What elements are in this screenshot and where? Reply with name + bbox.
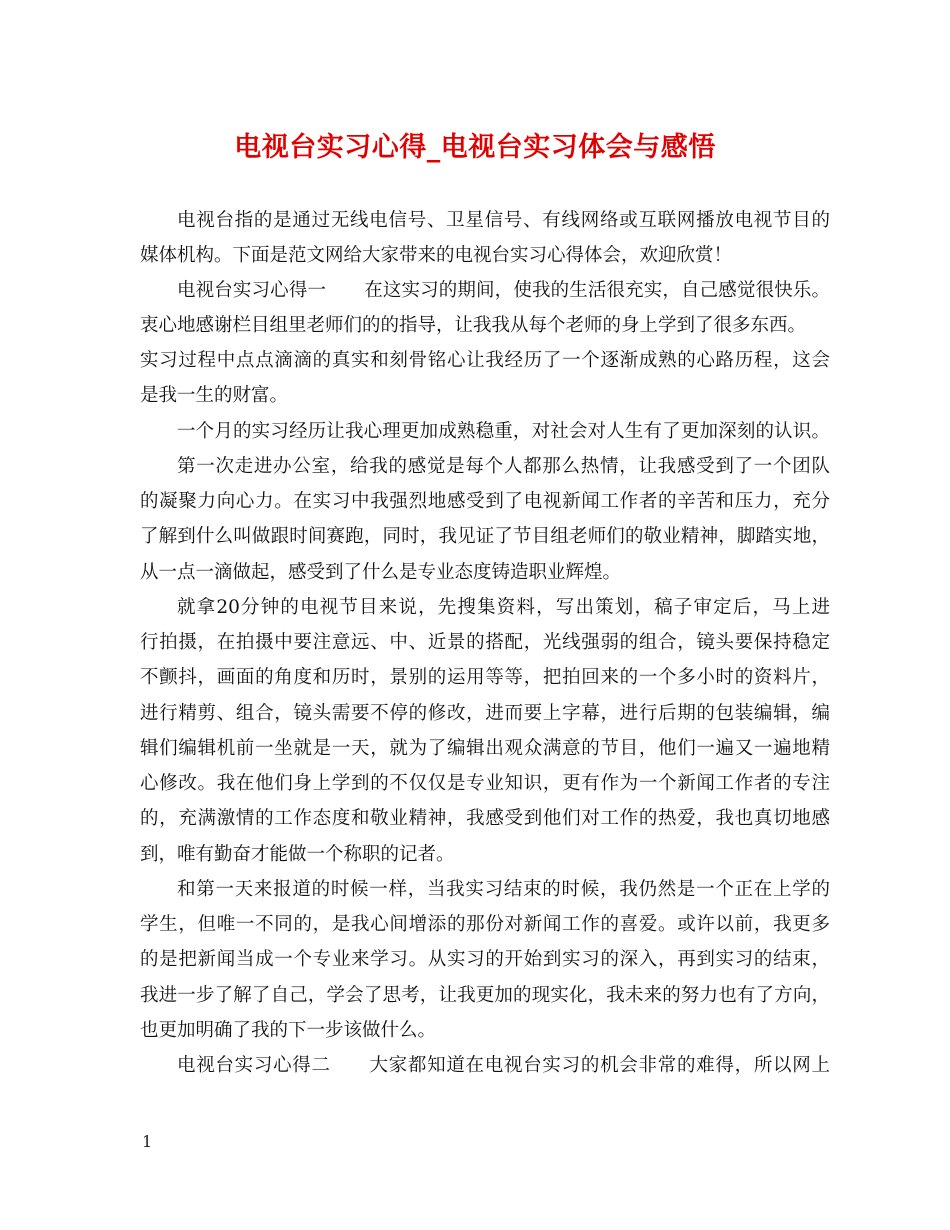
section-heading: 电视台实习心得二 <box>177 1055 331 1076</box>
paragraph-line: 从一点一滴做起，感受到了什么是专业态度铸造职业辉煌。 <box>140 562 622 583</box>
paragraph-text: 在这实习的期间，使我的生活很充实，自己感觉很快乐。 <box>364 280 830 301</box>
paragraph-line: 了解到什么叫做跟时间赛跑，同时，我见证了节目组老师们的敬业精神，脚踏实地， <box>140 526 830 547</box>
paragraph-line: 的凝聚力向心力。在实习中我强烈地感受到了电视新闻工作者的辛苦和压力，充分 <box>140 491 830 512</box>
paragraph-line: 学生，但唯一不同的，是我心间增添的那份对新闻工作的喜爱。或许以前，我更多 <box>140 914 830 935</box>
paragraph-line: 到，唯有勤奋才能做一个称职的记者。 <box>140 844 455 865</box>
paragraph-line: 进行精剪、组合，镜头需要不停的修改，进而要上字幕，进行后期的包装编辑，编 <box>140 703 830 724</box>
paragraph-line: 和第一天来报道的时候一样，当我实习结束的时候，我仍然是一个正在上学的 <box>177 879 830 900</box>
paragraph-line: 媒体机构。下面是范文网给大家带来的电视台实习心得体会，欢迎欣赏！ <box>140 245 733 266</box>
section-heading: 电视台实习心得一 <box>177 280 327 301</box>
paragraph-line: 的，充满激情的工作态度和敬业精神，我感受到他们对工作的热爱，我也真切地感 <box>140 808 830 829</box>
paragraph-line: 也更加明确了我的下一步该做什么。 <box>140 1020 437 1041</box>
paragraph-line: 的是把新闻当成一个专业来学习。从实习的开始到实习的深入，再到实习的结束， <box>140 949 830 970</box>
paragraph-line: 我进一步了解了自己，学会了思考，让我更加的现实化，我未来的努力也有了方向， <box>140 985 830 1006</box>
paragraph-line: 不颤抖，画面的角度和历时，景别的运用等等，把拍回来的一个多小时的资料片， <box>140 667 830 688</box>
paragraph-line: 心修改。我在他们身上学到的不仅仅是专业知识，更有作为一个新闻工作者的专注 <box>140 773 830 794</box>
paragraph-line: 就拿20分钟的电视节目来说，先搜集资料，写出策划，稿子审定后，马上进 <box>177 597 830 618</box>
section-heading-line <box>140 276 830 306</box>
document-title: 电视台实习心得_电视台实习体会与感悟 <box>234 132 716 163</box>
paragraph-line: 衷心地感谢栏目组里老师们的的指导，让我我从每个老师的身上学到了很多东西。 <box>140 315 807 336</box>
paragraph-line: 辑们编辑机前一坐就是一天，就为了编辑出观众满意的节目，他们一遍又一遍地精 <box>140 738 830 759</box>
paragraph-line: 实习过程中点点滴滴的真实和刻骨铭心让我经历了一个逐渐成熟的心路历程，这会 <box>140 350 830 371</box>
paragraph-line: 第一次走进办公室，给我的感觉是每个人都那么热情，让我感受到了一个团队 <box>177 456 830 477</box>
page-number: 1 <box>142 1132 153 1151</box>
section-heading-line <box>140 1051 830 1081</box>
paragraph-text: 大家都知道在电视台实习的机会非常的难得，所以网上 <box>368 1055 830 1076</box>
paragraph-line: 是我一生的财富。 <box>140 385 289 406</box>
paragraph-line: 行拍摄，在拍摄中要注意远、中、近景的搭配，光线强弱的组合，镜头要保持稳定 <box>140 632 830 653</box>
paragraph-line: 电视台指的是通过无线电信号、卫星信号、有线网络或互联网播放电视节目的 <box>177 210 830 231</box>
paragraph-line: 一个月的实习经历让我心理更加成熟稳重，对社会对人生有了更加深刻的认识。 <box>177 421 830 442</box>
